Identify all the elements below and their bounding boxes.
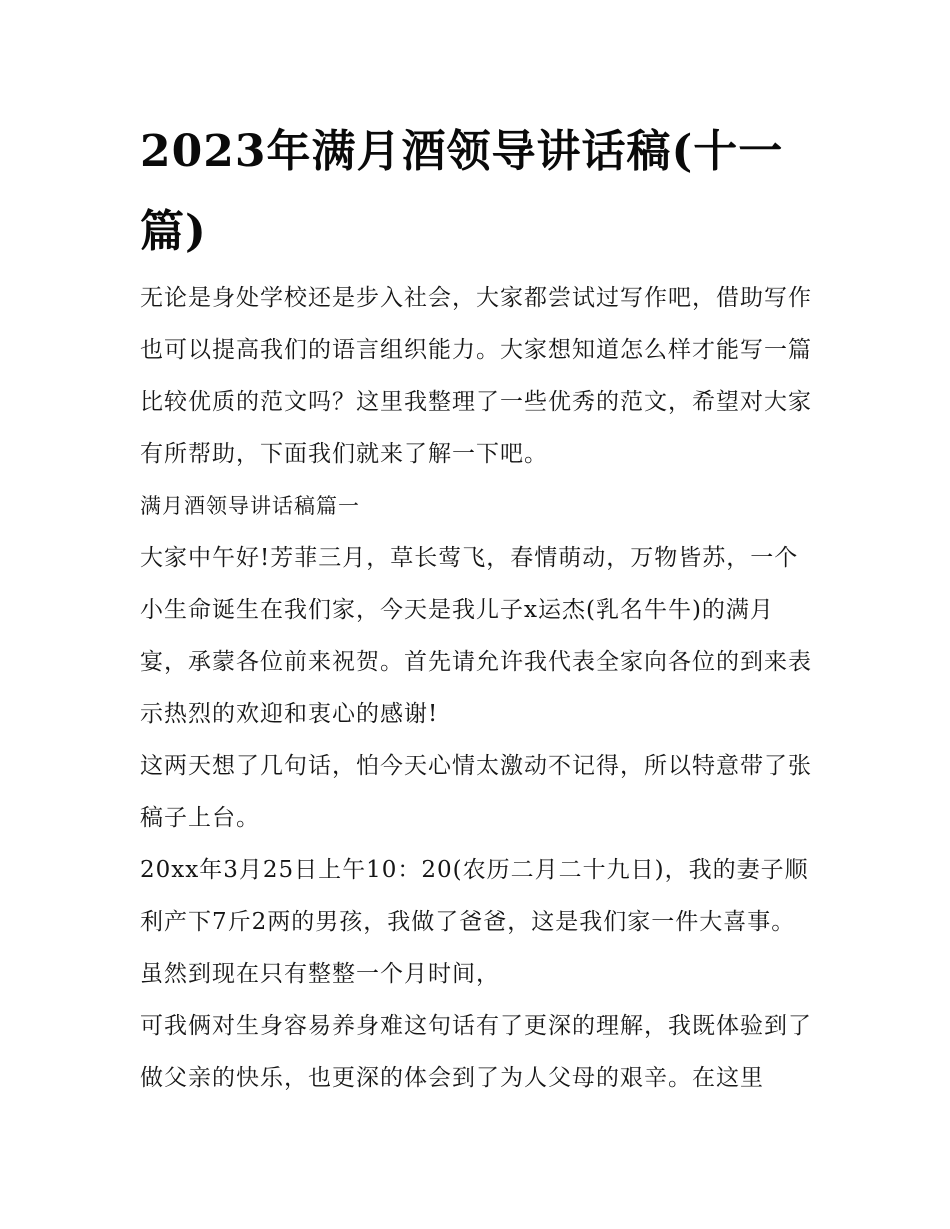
body-paragraph: 大家中午好!芳菲三月，草长莺飞，春情萌动，万物皆苏，一个小生命诞生在我们家，今天是我儿子x运杰(乳名牛牛)的满月宴，承蒙各位前来祝贺。首先请允许我代表全家向各位的到来表示热烈的欢迎和衷心的感谢!: [140, 545, 812, 727]
body-paragraph: 可我俩对生身容易养身难这句话有了更深的理解，我既体验到了做父亲的快乐，也更深的体会到了为人父母的艰辛。在这里: [140, 1013, 812, 1091]
body-paragraph: 20xx年3月25日上午10：20(农历二月二十九日)，我的妻子顺利产下7斤2两的男孩，我做了爸爸，这是我们家一件大喜事。虽然到现在只有整整一个月时间，: [140, 857, 809, 987]
document-content: [140, 112, 812, 1104]
document-title: 2023年满月酒领导讲话稿(十一篇): [140, 126, 784, 257]
body-paragraph: 这两天想了几句话，怕今天心情太激动不记得，所以特意带了张稿子上台。: [140, 753, 812, 831]
section-heading: 满月酒领导讲话稿篇一: [140, 494, 360, 518]
intro-paragraph: 无论是身处学校还是步入社会，大家都尝试过写作吧，借助写作也可以提高我们的语言组织能力。大家想知道怎么样才能写一篇比较优质的范文吗？这里我整理了一些优秀的范文，希望对大家有所帮助，下面我们就来了解一下吧。: [140, 285, 812, 467]
